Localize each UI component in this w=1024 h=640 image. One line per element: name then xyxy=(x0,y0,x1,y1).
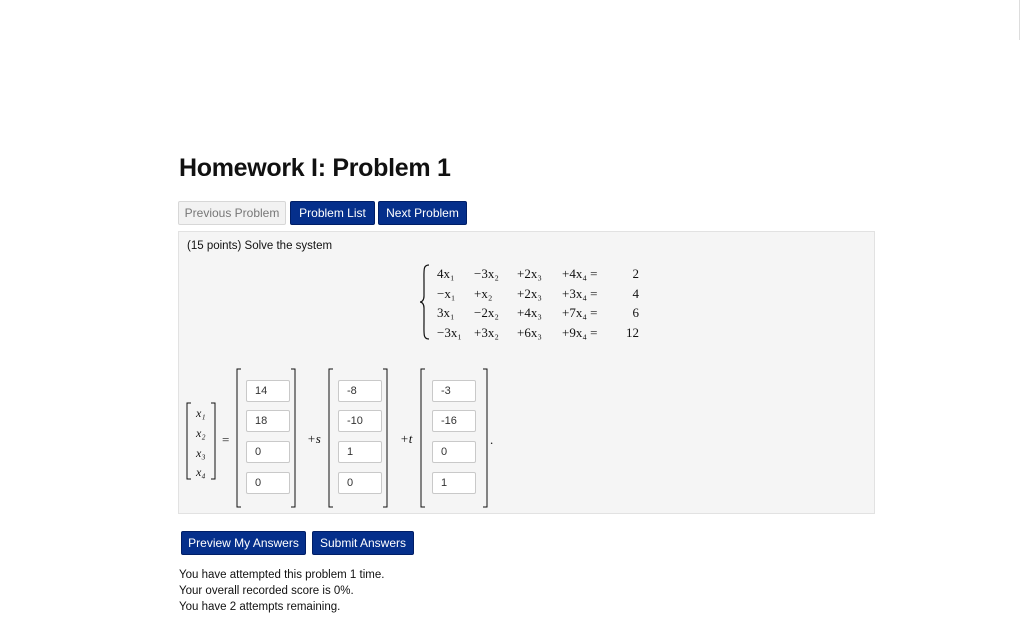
equation-term: −2x₂ xyxy=(474,305,499,320)
equation-rhs: 2 xyxy=(632,266,639,281)
vector-3-entry-1-input[interactable] xyxy=(432,380,476,402)
equation-term: +4x₃ xyxy=(517,305,542,320)
submit-answers-button[interactable]: Submit Answers xyxy=(312,531,414,555)
vector-2-entry-4-input[interactable] xyxy=(338,472,382,494)
equation-term: −x₁ xyxy=(437,286,456,301)
equation-term: +2x₃ xyxy=(517,286,542,301)
equation-term: 3x₁ xyxy=(437,305,455,320)
period-mark: . xyxy=(490,432,494,447)
variable-x4: x₄ xyxy=(196,465,206,479)
equals-sign: = xyxy=(222,432,230,447)
equation-term: +x₂ xyxy=(474,286,493,301)
attempt-status xyxy=(179,567,384,615)
plus-s-label: +s xyxy=(307,431,321,446)
variable-x1: x₁ xyxy=(196,406,206,420)
vector-1-entry-1-input[interactable] xyxy=(246,380,290,402)
vector-1-entry-3-input[interactable] xyxy=(246,441,290,463)
remaining-attempts-text: You have 2 attempts remaining. xyxy=(179,601,341,613)
equation-term: +9x₄ = xyxy=(562,325,598,340)
preview-answers-button[interactable]: Preview My Answers xyxy=(181,531,306,555)
previous-problem-button[interactable]: Previous Problem xyxy=(178,201,286,225)
page-title: Homework I: Problem 1 xyxy=(179,154,451,182)
equation-term: +3x₄ = xyxy=(562,286,598,301)
vector-3-entry-4-input[interactable] xyxy=(432,472,476,494)
score-text: Your overall recorded score is 0%. xyxy=(179,585,354,597)
equation-rhs: 4 xyxy=(632,286,639,301)
equation-term: +7x₄ = xyxy=(562,305,598,320)
variable-x3: x₃ xyxy=(196,446,206,460)
system-brace-icon xyxy=(419,264,431,340)
equation-term: 4x₁ xyxy=(437,266,455,281)
vector-1-entry-2-input[interactable] xyxy=(246,410,290,432)
vector-2-entry-2-input[interactable] xyxy=(338,410,382,432)
vector-3-entry-3-input[interactable] xyxy=(432,441,476,463)
vector-3-entry-2-input[interactable] xyxy=(432,410,476,432)
vector-2-entry-3-input[interactable] xyxy=(338,441,382,463)
next-problem-button[interactable]: Next Problem xyxy=(378,201,467,225)
variable-x2: x₂ xyxy=(196,426,206,440)
problem-intro: (15 points) Solve the system xyxy=(187,240,333,252)
equation-term: −3x₂ xyxy=(474,266,499,281)
equation-term: −3x₁ xyxy=(437,325,462,340)
window-edge-divider xyxy=(1019,0,1020,40)
equation-rhs: 6 xyxy=(632,305,639,320)
equation-term: +4x₄ = xyxy=(562,266,598,281)
plus-t-label: +t xyxy=(400,431,413,446)
vector-2-entry-1-input[interactable] xyxy=(338,380,382,402)
equation-rhs: 12 xyxy=(626,325,639,340)
problem-list-button[interactable]: Problem List xyxy=(290,201,375,225)
attempts-text: You have attempted this problem 1 time. xyxy=(179,569,385,581)
problem-panel xyxy=(178,231,875,514)
equation-term: +3x₂ xyxy=(474,325,499,340)
equation-term: +2x₃ xyxy=(517,266,542,281)
equation-term: +6x₃ xyxy=(517,325,542,340)
vector-1-entry-4-input[interactable] xyxy=(246,472,290,494)
